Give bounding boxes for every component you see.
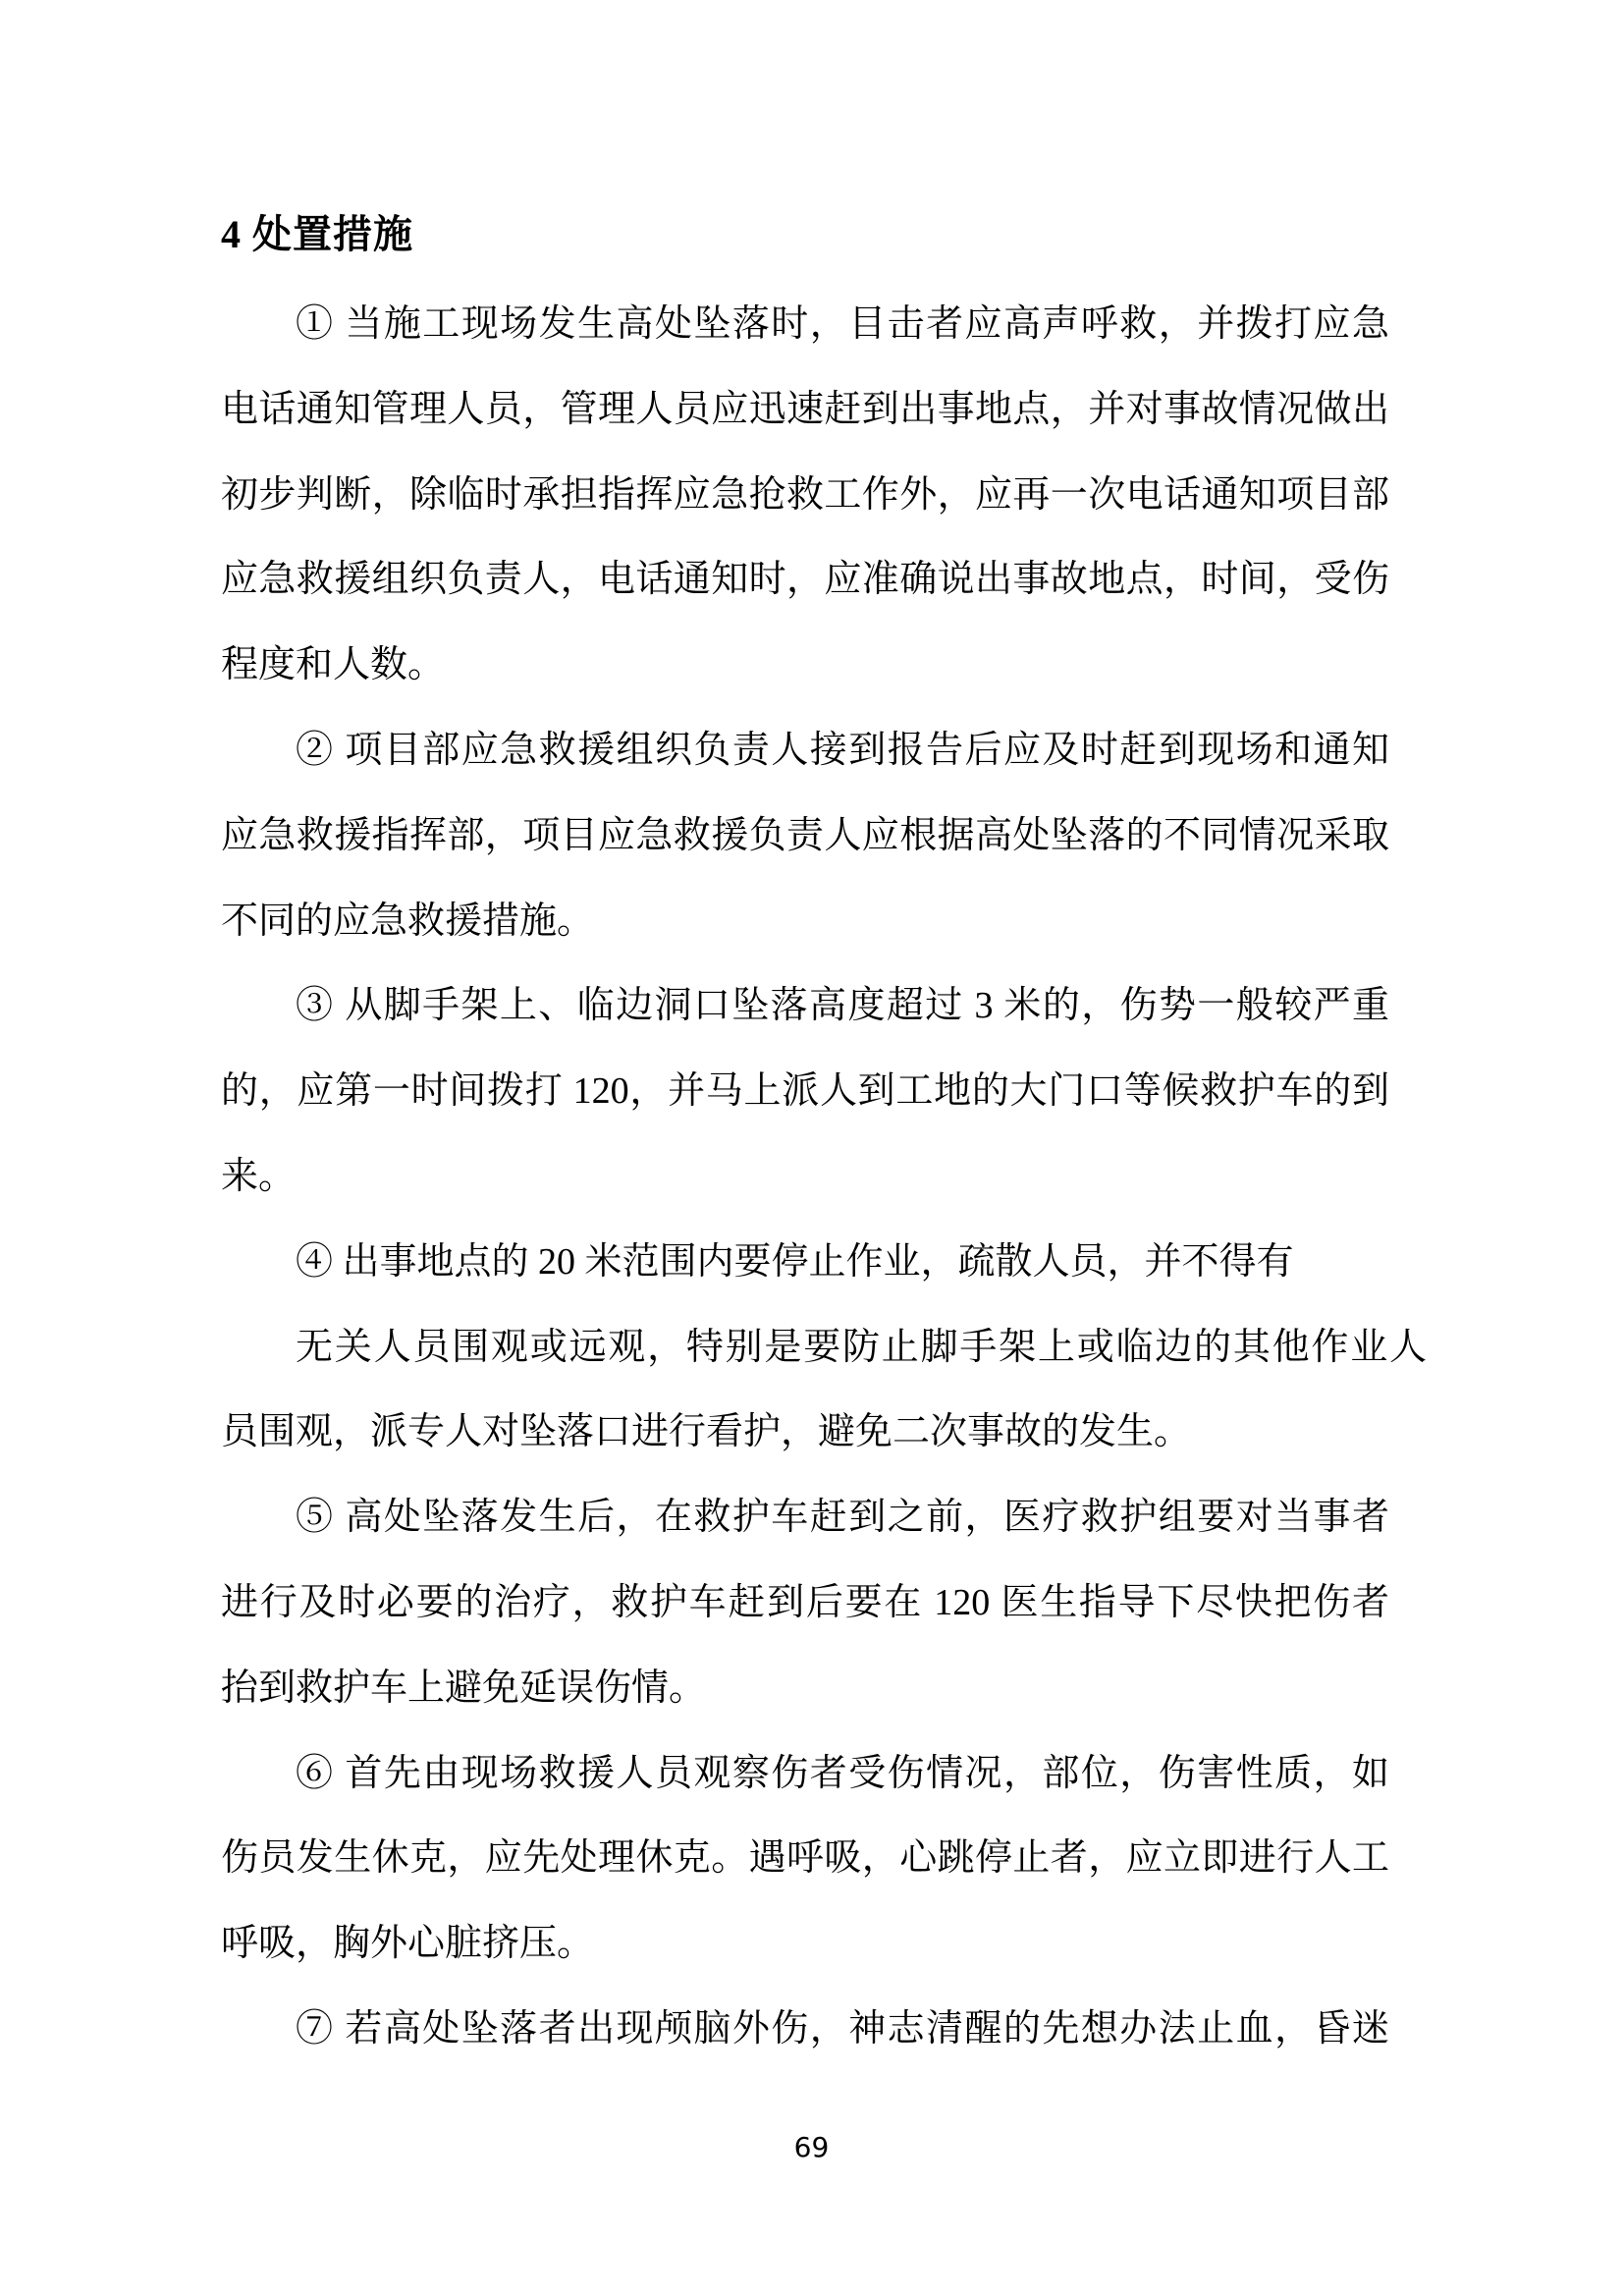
document-body <box>221 282 1427 2072</box>
text-line: 呼吸，胸外心脏挤压。 <box>221 1923 595 1965</box>
text-line: ② 项目部应急救援组织负责人接到报告后应及时赶到现场和通知 <box>296 729 1389 771</box>
text-line: 程度和人数。 <box>221 644 446 686</box>
text-line: 来。 <box>221 1155 297 1197</box>
text-line: 员围观，派专人对坠落口进行看护，避免二次事故的发生。 <box>221 1411 1192 1453</box>
text-line: 进行及时必要的治疗，救护车赶到后要在 120 医生指导下尽快把伤者 <box>221 1581 1389 1623</box>
text-line: ③ 从脚手架上、临边洞口坠落高度超过 3 米的，伤势一般较严重 <box>296 985 1389 1027</box>
text-line: 无关人员围观或远观，特别是要防止脚手架上或临边的其他作业人 <box>296 1326 1427 1368</box>
text-line: ① 当施工现场发生高处坠落时，目击者应高声呼救，并拨打应急 <box>296 303 1389 345</box>
page-number: 69 <box>793 2131 830 2163</box>
section-heading: 4 处置措施 <box>221 212 413 256</box>
text-line: ⑥ 首先由现场救援人员观察伤者受伤情况，部位，伤害性质，如 <box>296 1752 1389 1794</box>
text-line: 的，应第一时间拨打 120，并马上派人到工地的大门口等候救护车的到 <box>221 1070 1389 1113</box>
text-line: 应急救援组织负责人，电话通知时，应准确说出事故地点，时间，受伤 <box>221 559 1389 601</box>
text-line: 电话通知管理人员，管理人员应迅速赶到出事地点，并对事故情况做出 <box>221 388 1389 430</box>
text-line: ⑦ 若高处坠落者出现颅脑外伤，神志清醒的先想办法止血，昏迷 <box>296 2007 1389 2050</box>
text-line: 伤员发生休克，应先处理休克。遇呼吸，心跳停止者，应立即进行人工 <box>221 1837 1389 1880</box>
text-line: 抬到救护车上避免延误伤情。 <box>221 1667 707 1709</box>
text-line: 初步判断，除临时承担指挥应急抢救工作外，应再一次电话通知项目部 <box>221 473 1389 516</box>
text-line: ⑤ 高处坠落发生后，在救护车赶到之前，医疗救护组要对当事者 <box>296 1497 1389 1539</box>
text-line: ④ 出事地点的 20 米范围内要停止作业，疏散人员，并不得有 <box>296 1240 1294 1283</box>
text-line: 应急救援指挥部，项目应急救援负责人应根据高处坠落的不同情况采取 <box>221 814 1389 856</box>
text-line: 不同的应急救援措施。 <box>221 900 595 942</box>
